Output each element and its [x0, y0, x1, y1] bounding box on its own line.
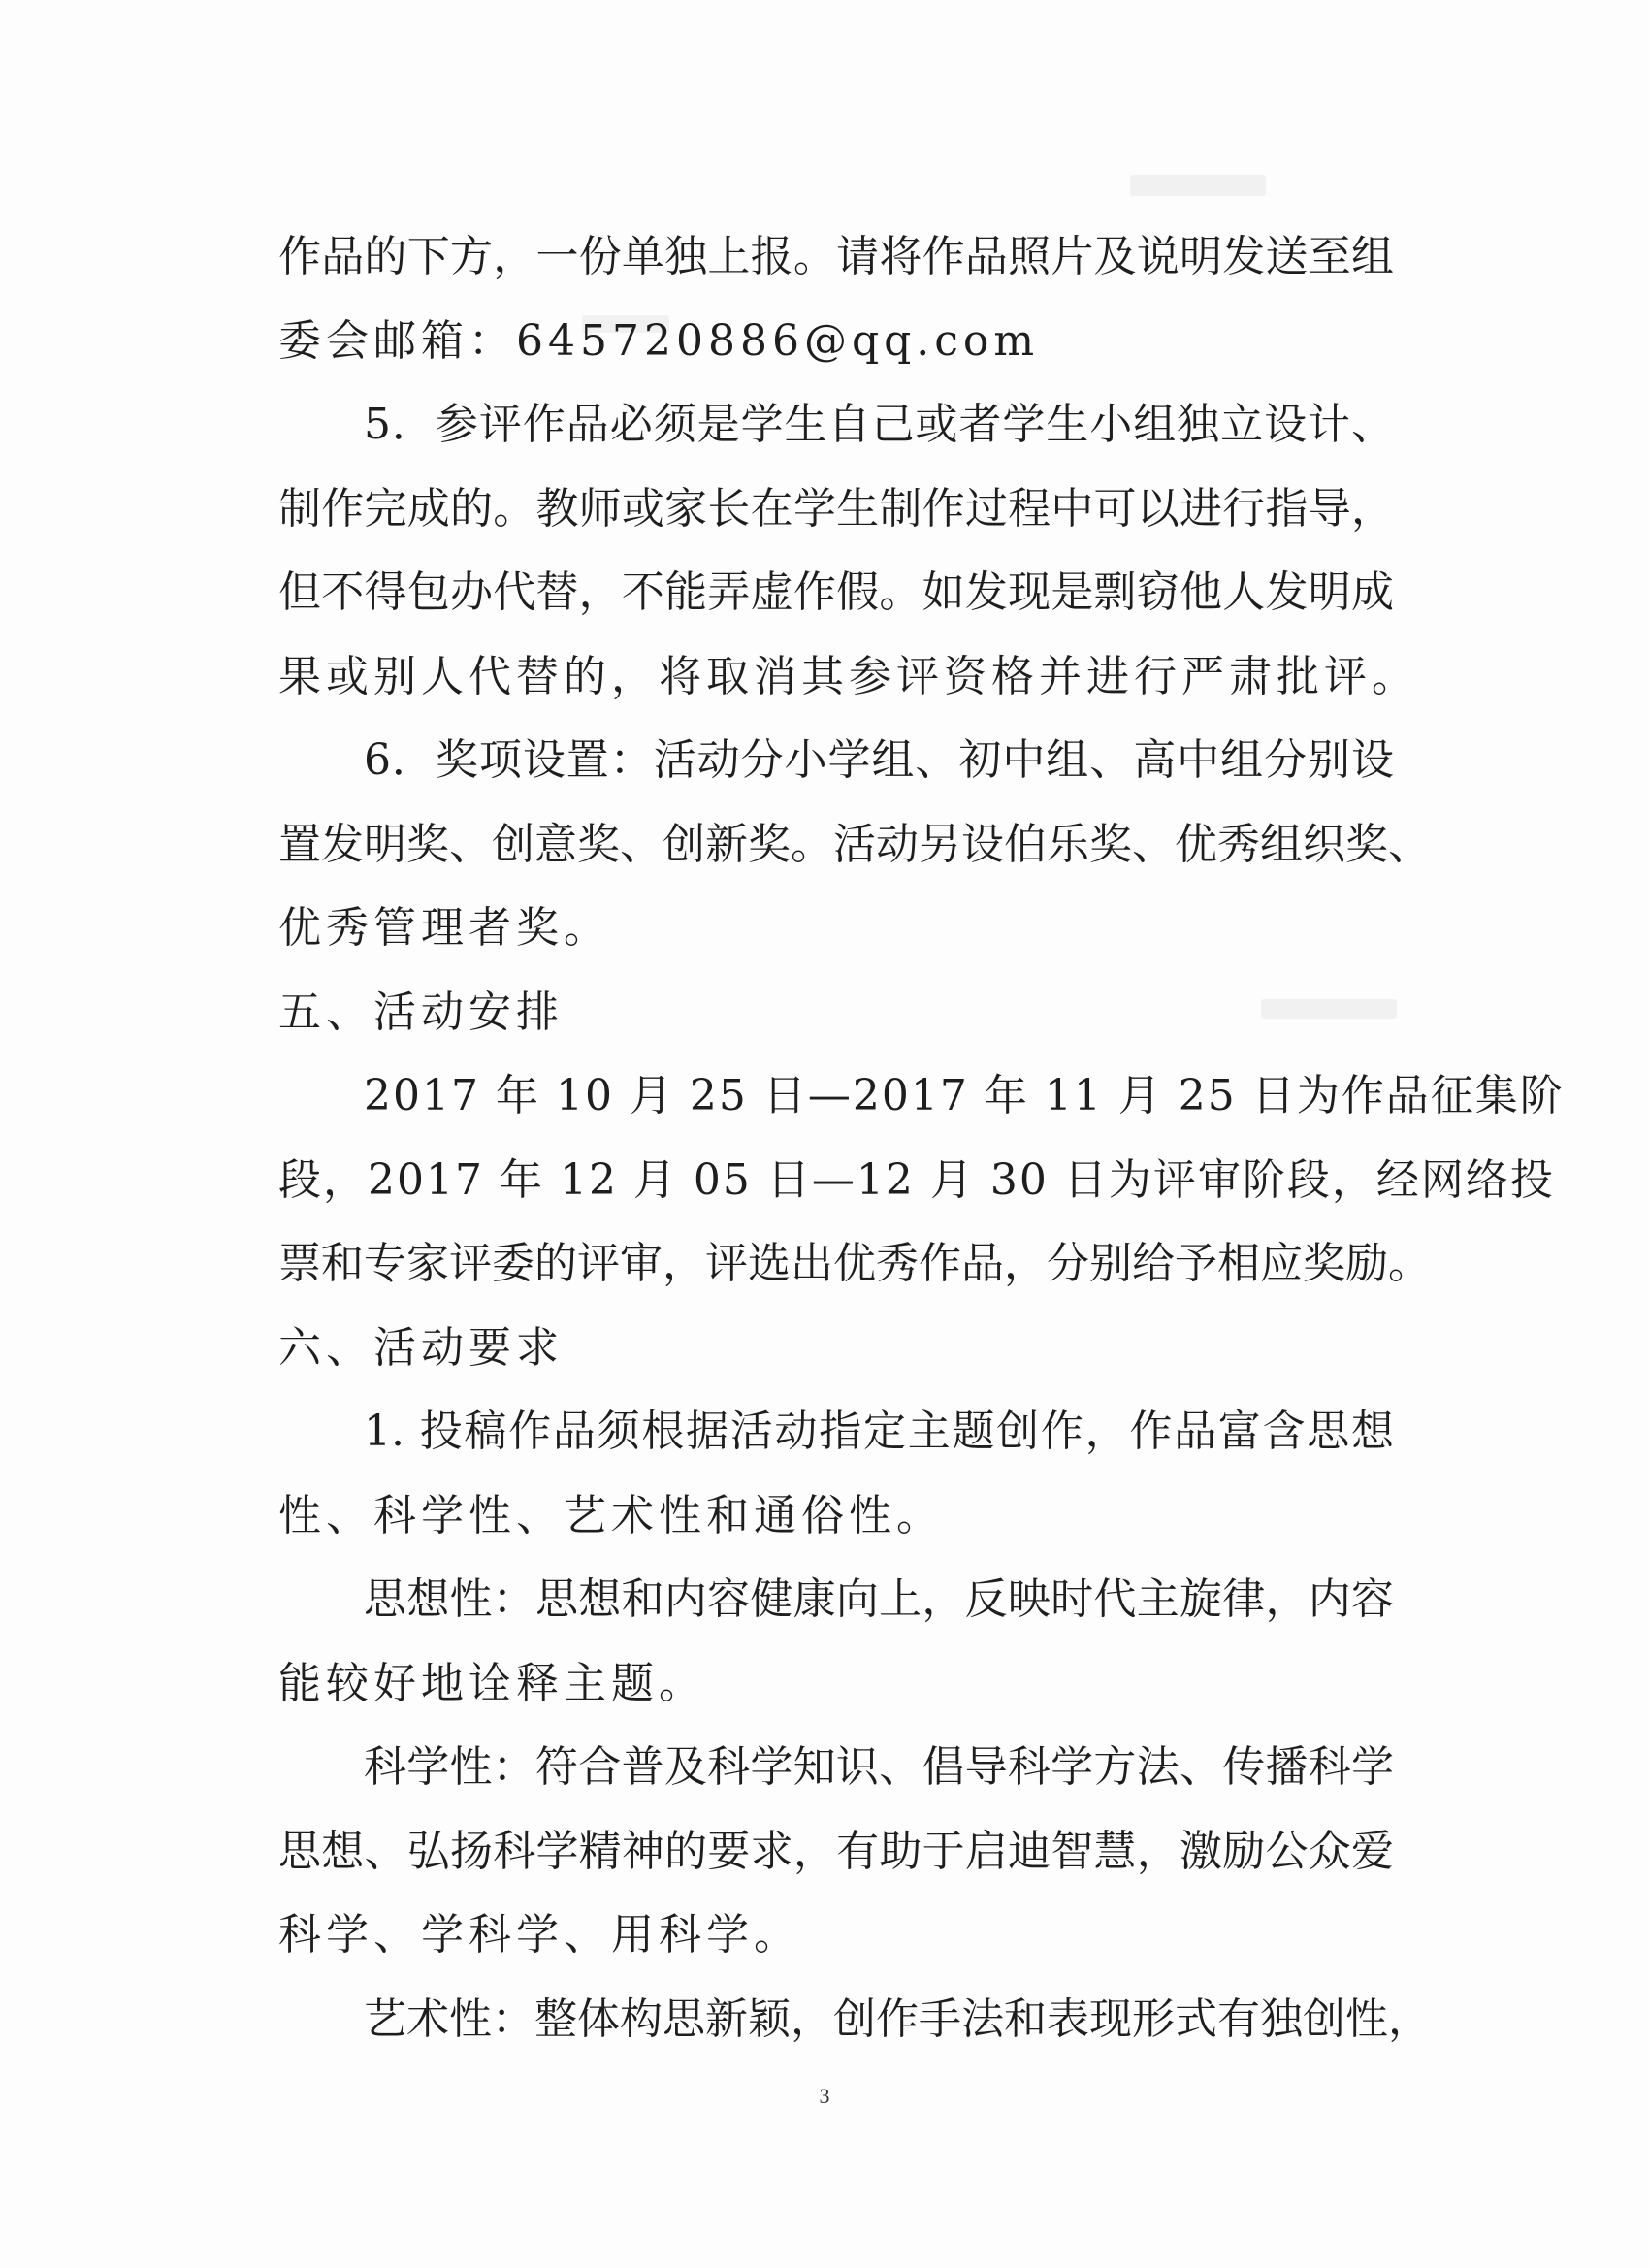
paragraph-line: 置发明奖、创意奖、创新奖。活动另设伯乐奖、优秀组织奖、: [278, 819, 1431, 869]
document-body: [278, 215, 1565, 2061]
paragraph-line: 段，2017 年 12 月 05 日—12 月 30 日为评审阶段，经网络投: [278, 1154, 1555, 1205]
paragraph-line: 性、科学性、艺术性和通俗性。: [278, 1490, 944, 1540]
paragraph-line: 果或别人代替的，将取消其参评资格并进行严肃批评。: [278, 651, 1419, 701]
paragraph-line: 能较好地诠释主题。: [278, 1658, 706, 1708]
paragraph-line: 票和专家评委的评审，评选出优秀作品，分别给予相应奖励。: [278, 1239, 1431, 1288]
paragraph-line: 艺术性：整体构思新颖，创作手法和表现形式有独创性，: [364, 1993, 1431, 2044]
paragraph-line: 制作完成的。教师或家长在学生制作过程中可以进行指导，: [278, 483, 1394, 534]
paragraph-line: 委会邮箱：645720886@qq.com: [278, 315, 1040, 366]
page-number: 3: [819, 2084, 830, 2108]
paragraph-line: 1. 投稿作品须根据活动指定主题创作，作品富含思想: [364, 1407, 1394, 1456]
paragraph-line: 优秀管理者奖。: [278, 903, 611, 953]
paragraph-line: 5．参评作品必须是学生自己或者学生小组独立设计、: [364, 400, 1394, 449]
paragraph-line: 思想、弘扬科学精神的要求，有助于启迪智慧，激励公众爱: [278, 1826, 1394, 1876]
paragraph-line: 2017 年 10 月 25 日—2017 年 11 月 25 日为作品征集阶: [364, 1071, 1565, 1120]
section-heading: 六、活动要求: [278, 1322, 564, 1373]
paragraph-line: 科学性：符合普及科学知识、倡导科学方法、传播科学: [364, 1742, 1394, 1792]
paragraph-line: 6．奖项设置：活动分小学组、初中组、高中组分别设: [364, 735, 1394, 785]
paragraph-line: 作品的下方，一份单独上报。请将作品照片及说明发送至组: [278, 232, 1394, 281]
paragraph-line: 思想性：思想和内容健康向上，反映时代主旋律，内容: [364, 1574, 1394, 1624]
paragraph-line: 但不得包办代替，不能弄虚作假。如发现是剽窃他人发明成: [278, 567, 1394, 617]
scan-smudge: [1130, 175, 1266, 196]
section-heading: 五、活动安排: [278, 987, 564, 1037]
paragraph-line: 科学、学科学、用科学。: [278, 1910, 801, 1960]
